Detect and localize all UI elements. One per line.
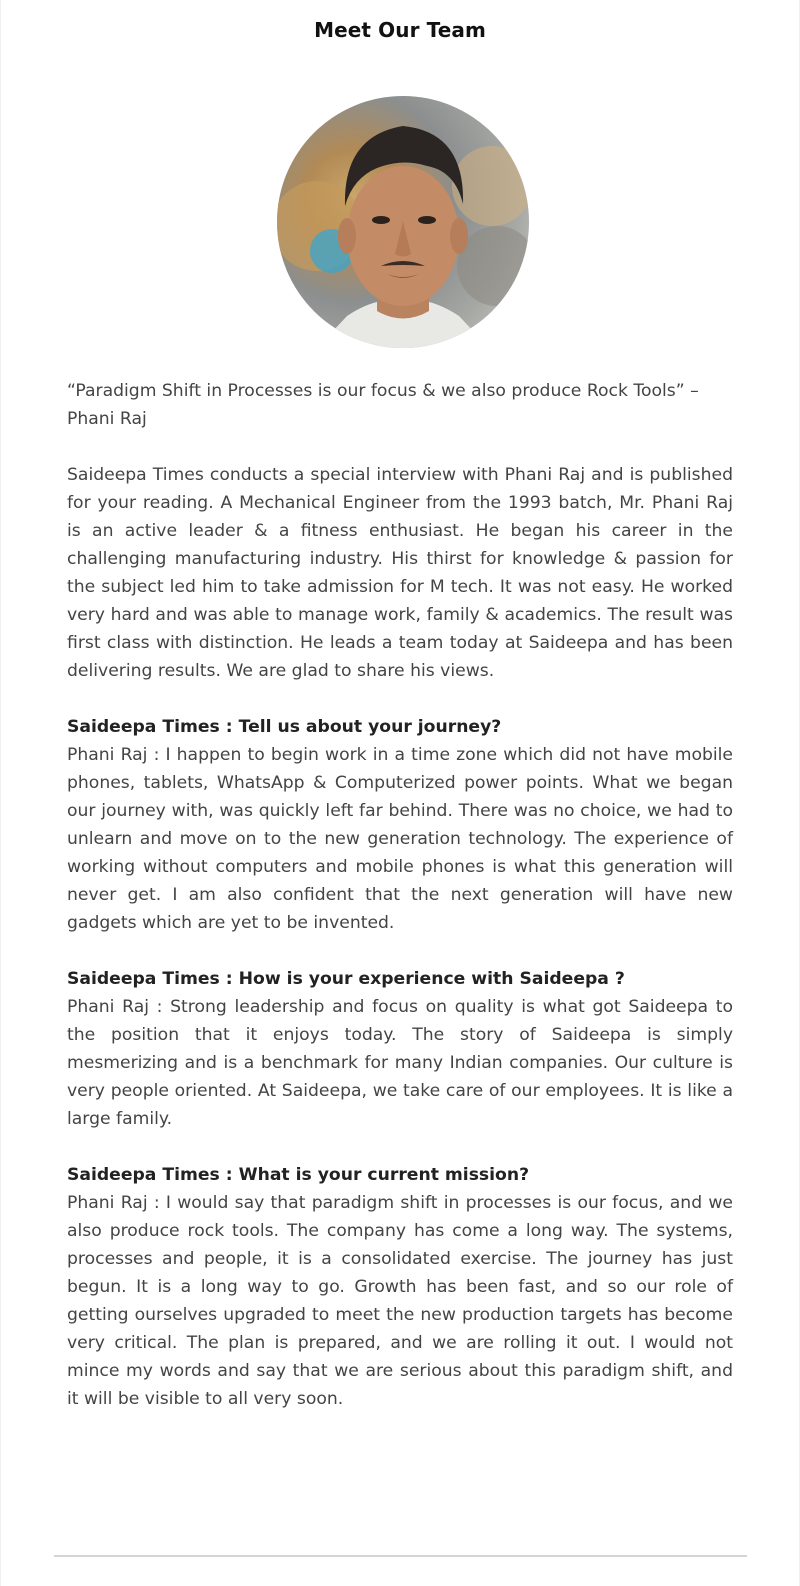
- qa-answer: Phani Raj : Strong leadership and focus on quality is what got Saideepa to the position that it enjoys today. The story of Saideepa is simply mesmerizing and is a benchmark for many Indian companies. Our culture is very people oriented. At Saideepa, we take care of our employees. It is like a large family.: [67, 997, 733, 1129]
- qa-question: Saideepa Times : What is your current mission?: [67, 1165, 530, 1185]
- qa-answer: Phani Raj : I happen to begin work in a time zone which did not have mobile phones, tablets, WhatsApp & Computerized power points. What we began our journey with, was quickly left far behind. There was no choice, we had to unlearn and move on to the new generation technology. The experience of working without computers and mobile phones is what this generation will never get. I am also confident that the next generation will have new gadgets which are yet to be invented.: [67, 745, 733, 933]
- pull-quote: “Paradigm Shift in Processes is our focus & we also produce Rock Tools” – Phani Raj: [67, 381, 699, 429]
- qa-question: Saideepa Times : Tell us about your journey?: [67, 717, 502, 737]
- portrait-image: [277, 96, 529, 348]
- qa-answer: Phani Raj : I would say that paradigm shift in processes is our focus, and we also produce rock tools. The company has come a long way. The systems, processes and people, it is a consolidated exercise. The journey has just begun. It is a long way to go. Growth has been fast, and so our role of getting ourselves upgraded to meet the new production targets has become very critical. The plan is prepared, and we are rolling it out. I would not mince my words and say that we are serious about this paradigm shift, and it will be visible to all very soon.: [67, 1193, 733, 1409]
- article-body: [67, 377, 733, 1413]
- profile-photo: [277, 96, 529, 348]
- intro-paragraph: Saideepa Times conducts a special interview with Phani Raj and is published for your reading. A Mechanical Engineer from the 1993 batch, Mr. Phani Raj is an active leader & a fitness enthusiast. He began his career in the challenging manufacturing industry. His thirst for knowledge & passion for the subject led him to take admission for M tech. It was not easy. He worked very hard and was able to manage work, family & academics. The result was first class with distinction. He leads a team today at Saideepa and has been delivering results. We are glad to share his views.: [67, 465, 733, 681]
- qa-question: Saideepa Times : How is your experience with Saideepa ?: [67, 969, 625, 989]
- footer-divider: [54, 1555, 747, 1557]
- page-title: Meet Our Team: [314, 18, 486, 42]
